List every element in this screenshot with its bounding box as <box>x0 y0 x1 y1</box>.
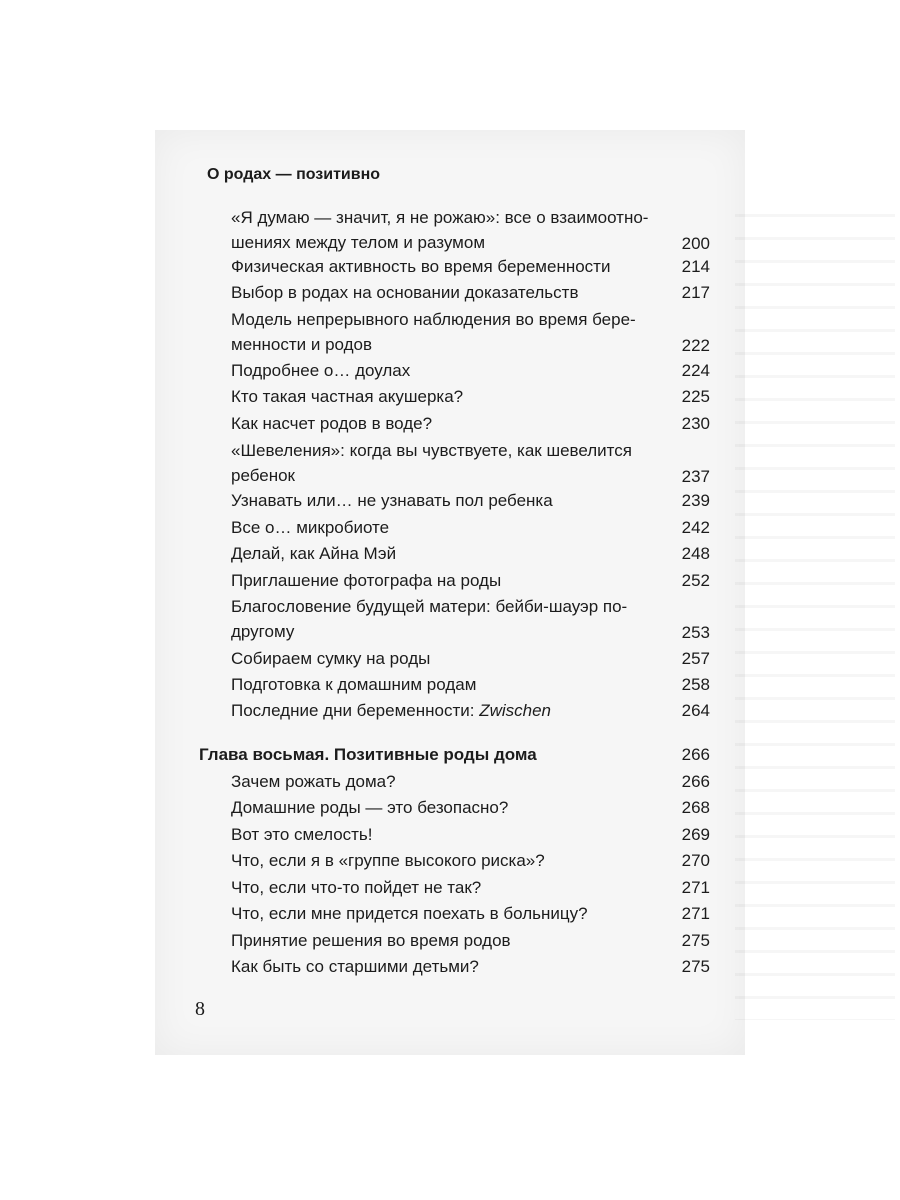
toc-entry-page: 275 <box>681 957 710 976</box>
toc-entry-page: 266 <box>681 772 710 791</box>
toc-entry-title: Как быть со старшими детьми? <box>231 957 479 976</box>
toc-entry-page: 224 <box>681 361 710 380</box>
toc-entry-title-cont: менности и родов <box>231 335 373 354</box>
toc-entry-title: Что, если что-то пойдет не так? <box>231 878 482 897</box>
toc-entry-title: Вот это смелость! <box>231 825 373 844</box>
toc-entry-page: 248 <box>681 544 710 563</box>
toc-entry-title: Что, если я в «группе высокого риска»? <box>231 851 545 870</box>
toc-entry-page: 237 <box>681 467 710 486</box>
toc-entry-title: Все о… микробиоте <box>231 518 390 537</box>
toc-entry-title: Физическая активность во время беременности <box>231 257 611 276</box>
toc-entry-title-cont: шениях между телом и разумом <box>231 233 486 252</box>
toc-entry-page: 222 <box>681 336 710 355</box>
toc-entry-title-italic: Zwischen <box>479 701 552 720</box>
page-number: 8 <box>195 998 205 1020</box>
toc-entry-page: 253 <box>681 623 710 642</box>
show-through-texture <box>735 200 895 1020</box>
toc-entry-page: 225 <box>681 387 710 406</box>
running-header: О родах — позитивно <box>207 166 381 183</box>
toc-entry-page: 275 <box>681 931 710 950</box>
chapter-title: Глава восьмая. Позитивные роды дома <box>199 745 537 764</box>
toc-entry-title: Делай, как Айна Мэй <box>231 544 397 563</box>
toc-entry-page: 269 <box>681 825 710 844</box>
toc-entry-title-cont: ребенок <box>231 466 295 485</box>
toc-entry-page: 264 <box>681 701 710 720</box>
toc-entry-page: 270 <box>681 851 710 870</box>
toc-entry-title: Домашние роды — это безопасно? <box>231 798 509 817</box>
toc-entry-title-main: Последние дни беременности: <box>231 701 480 720</box>
book-page <box>155 130 745 1055</box>
toc-entry-title: Что, если мне придется поехать в больницу? <box>231 904 588 923</box>
toc-entry-title <box>231 698 671 723</box>
toc-entry-title: Как насчет родов в воде? <box>231 414 433 433</box>
toc-entry-title: Благословение будущей матери: бейби-шауэр по- <box>231 597 628 616</box>
toc-entry-title: Кто такая частная акушерка? <box>231 387 464 406</box>
toc-entry-page: 200 <box>681 234 710 253</box>
toc-entry-page: 239 <box>681 491 710 510</box>
toc-entry-page: 230 <box>681 414 710 433</box>
toc-entry-title: Принятие решения во время родов <box>231 931 511 950</box>
toc-entry-page: 214 <box>681 257 710 276</box>
toc-entry-title: Модель непрерывного наблюдения во время бере- <box>231 310 636 329</box>
toc-entry-page: 242 <box>681 518 710 537</box>
toc-entry-title-cont: другому <box>231 622 295 641</box>
toc-entry-title: Подробнее о… доулах <box>231 361 411 380</box>
toc-entry-page: 271 <box>681 878 710 897</box>
table-of-contents <box>155 130 745 1055</box>
toc-entry-title: «Шевеления»: когда вы чувствуете, как шевелится <box>231 441 632 460</box>
toc-entry-title: Выбор в родах на основании доказательств <box>231 283 579 302</box>
toc-entry-page: 252 <box>681 571 710 590</box>
toc-entry-page: 271 <box>681 904 710 923</box>
toc-entry-page: 257 <box>681 649 710 668</box>
toc-entry-title: Приглашение фотографа на роды <box>231 571 502 590</box>
toc-entry-title: Подготовка к домашним родам <box>231 675 477 694</box>
toc-entry-title: «Я думаю — значит, я не рожаю»: все о взаимоотно- <box>231 208 649 227</box>
toc-entry-page: 217 <box>681 283 710 302</box>
toc-entry-title: Зачем рожать дома? <box>231 772 396 791</box>
chapter-page: 266 <box>681 745 710 764</box>
toc-entry-page: 268 <box>681 798 710 817</box>
toc-entry-title: Собираем сумку на роды <box>231 649 431 668</box>
toc-entry-page: 258 <box>681 675 710 694</box>
toc-entry-title: Узнавать или… не узнавать пол ребенка <box>231 491 553 510</box>
